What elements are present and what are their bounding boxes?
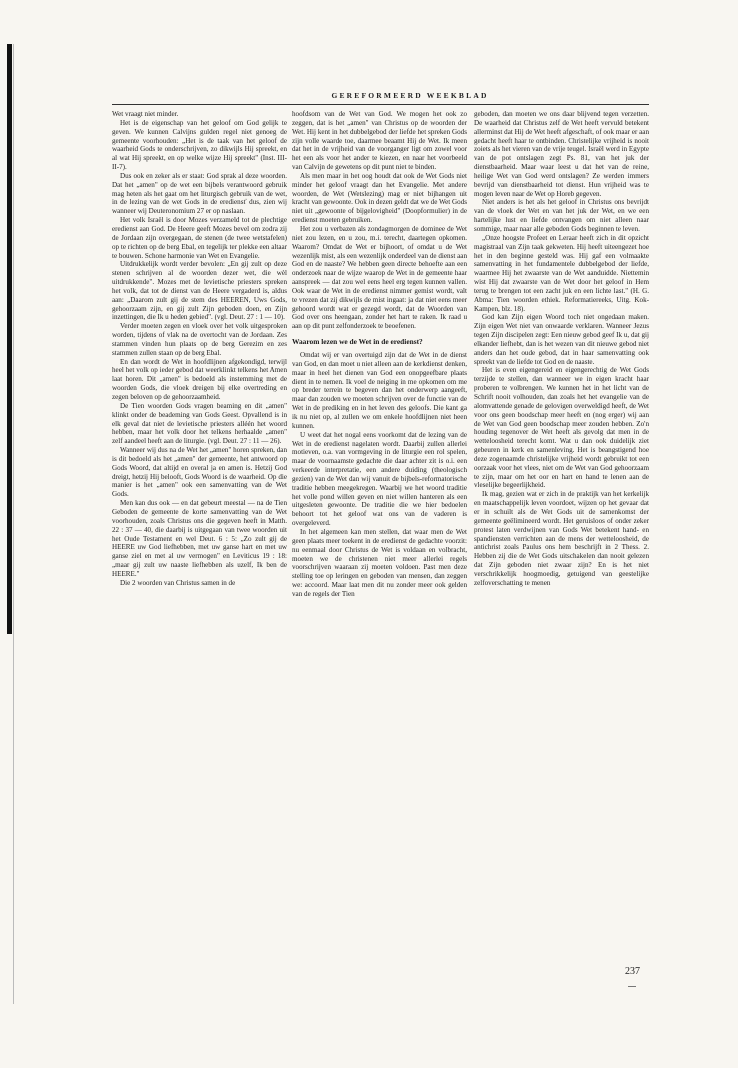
section-heading: Waarom lezen we de Wet in de eredienst? [292, 337, 423, 347]
running-head: GEREFORMEERD WEEKBLAD [331, 91, 489, 100]
page-number: 237 [625, 966, 640, 977]
paragraph: God kan Zijn eigen Woord toch niet ongedaan maken. Zijn eigen Wet niet van onwaarde verklaren. Wanneer Jezus tegen Zijn discipelen zegt: Een nieuw gebod geef Ik u, dat gij elkander liefhebt, dan is het wezen van dit nieuwe gebod niet anders dan het oude gebod, dat in haar samenvatting ook spreekt van de liefde tot God en de naaste. [474, 313, 649, 366]
column-2 [292, 110, 467, 955]
paragraph: Men kan dus ook — en dat gebeurt meestal — na de Tien Geboden de gemeente de korte samenvatting van de Wet voorhouden, zoals Christus ons die gegeven heeft in Matth. 22 : 37 — 40, die daarbij is uitgegaan van twee woorden uit het Oude Testament en wel Deut. 6 : 5: „Zo zult gij de HEERE uw God liefhebben, met uw ganse hart en met uw ganse ziel en met al uw vermogen" en Leviticus 19 : 18: „maar gij zult uw naaste liefhebben als uzelf, Ik ben de HEERE." [112, 499, 287, 578]
paragraph: U weet dat het nogal eens voorkomt dat de lezing van de Wet in de eredienst nagelaten wordt. Daarbij zullen allerlei motieven, o.a. van vormgeving in de liturgie een rol spelen, maar de voornaamste gedachte die daar achter zit is o.i. een verkeerde interpretatie, een andere duiding (theologisch gezien) van de Wet dan wij vanuit de bijbels-reformatorische traditie hebben meegekregen. Waarbij we het woord traditie het volle pond willen geven en niet willen hanteren als een uitgesleten gewoonte. De traditie die we hier bedoelen behoort tot het geloof wat ons van de vaderen is overgeleverd. [292, 430, 467, 528]
footer-dash [628, 986, 636, 987]
paragraph: Wanneer wij dus na de Wet het „amen" horen spreken, dan is dit bedoeld als het „amen" der gemeente, het antwoord op Gods Woord, dat altijd en overal ja en amen is. Hetzij God dreigt, hetzij Hij belooft, Gods Woord is de waarheid. Op die manier is het „amen" ook een samenvatting van de Wet Gods. [112, 446, 287, 499]
paragraph: Dus ook en zeker als er staat: God sprak al deze woorden. Dat het „amen" op de wet een bijbels verantwoord gebruik mag heten als het gaat om het liturgisch gebruik van de wet, in de lezing van de wet Gods in de erediensť dus, zien wij wanneer wij Deuteronomium 27 er op naslaan. [112, 171, 287, 216]
header-rule [112, 104, 649, 105]
paragraph: Als men maar in het oog houdt dat ook de Wet Gods niet minder het geloof vraagt dan het Evangelie. Met andere woorden, de Wet (Wetslezing) mag er niet bijhangen uit kracht van gewoonte. Ook in dezen geldt dat we de Wet Gods niet uit „gewoonte of bijgelovigheid" (Doopformulier) in de eredienst moeten gebruiken. [292, 171, 467, 225]
scan-edge-bar [7, 44, 12, 634]
paragraph: Uitdrukkelijk wordt verder bevolen: „En gij zult op deze stenen schrijven al de woorden dezer wet, die wèl uitdrukkende". Mozes met de levietische priesters spreken het volk, dat tot de dienst van de Heere vergaderd is, aldus aan: „Daarom zult gij de stem des HEEREN, Uws Gods, gehoorzaam zijn, en gij zult Zijn geboden doen, en Zijn inzettingen, die Ik u heden gebied". (vgl. Deut. 27 : 1 — 10). [112, 260, 287, 322]
paragraph: Het zou u verbazen als zondagmorgen de dominee de Wet niet zou lezen, en u zou, m.i. terecht, daartegen opkomen. Waarom? Omdat de Wet er bijhoort, of omdat u de Wet wezenlijk mist, als een wezenlijk onderdeel van de dienst aan God en de naaste? We hebben geen directe behoefte aan een onderzoek naar de wijze waarop de Wet in de gemeente haar aanspreek — dat zou wel eens heel erg tegen kunnen vallen. Ook waar de Wet in de eredienst nimmer gemist wordt, valt te vrezen dat zij dikwijls de mist ingaat: ja dat niet eens meer gehoord wordt wat er gezegd wordt, dat de Woorden van God over ons heengaan, zonder het hart te raken. Ik raad u aan op dit punt zelfonderzoek te beoefenen. [292, 224, 467, 331]
paragraph: hoofdsom van de Wet van God. We mogen het ook zo zeggen, dat is het „amen" van Christus op de woorden der Wet. Hij kent in het dubbelgebod der liefde het spreken Gods zijn volle waarde toe, daarmee beaamt Hij de Wet. Ik meen dat het in de vrijheid van de voorganger ligt om zowel voor het een als voor het ander te kiezen, en naar het voorbeeld van Calvijn de gewetens op dit punt niet te binden. [292, 110, 467, 172]
paragraph: Niet anders is het als het geloof in Christus ons bevrijdt van de vloek der Wet en van het juk der Wet, en we een hartelijke lust en liefde ontvangen om niet alleen naar sommige, maar naar alle geboden Gods beginnen te leven. [474, 198, 649, 233]
paragraph: Omdat wij er van overtuigd zijn dat de Wet in de dienst van God, en dan moet u niet alleen aan de kerkdienst denken, maar in heel het dienen van God een onopgeefbare plaats dient in te nemen. Ik voel de neiging in me opkomen om me op breder terrein te begeven dan het onderwerp aangeeft, maar dan zouden we moeten schrijven over de functie van de Wet in de prediking en in het leven des geloofs. Die kant ga ik nu niet op, al zullen we om enkele hoofdlijnen niet heen kunnen. [292, 351, 467, 430]
paragraph: Ik mag, gezien wat er zich in de praktijk van het kerkelijk en maatschappelijk leven voordoet, wijzen op het gevaar dat er in schuilt als de Wet Gods uit de samenkomst der gemeente geëlimineerd wordt. Het geruisloos of onder zeker protest laten verdwijnen van Gods Wet betekent hand- en spandiensten verrichten aan de mens der wetteloosheid, de antichrist zoals Paulus ons hem beschrijft in 2 Thess. 2. Hebben zij die de Wet Gods uitschakelen dan nooit gelezen dat Zijn geboden niet zwaar zijn? En is het niet verschrikkelijk hoogmoedig, getuigend van geestelijke zelfoverschatting te menen [474, 490, 649, 587]
paragraph: En dan wordt de Wet in hoofdlijnen afgekondigd, terwijl heel het volk op ieder gebod dat weerklinkt telkens het Amen laat horen. Dit „amen" is bedoeld als instemming met de woorden Gods, die vloek dreigen bij elke overtreding en zegen beloven op de gehoorzaamheid. [112, 357, 287, 401]
paragraph: De Tien woorden Gods vragen beaming en dit „amen" klinkt onder de beademing van Gods Geest. Opvallend is in elk geval dat niet de levietische priesters alléén het woord hebben, maar het volk door het telkens herhaalde „amen" zelf aandeel heeft aan de liturgie. (vgl. Deut. 27 : 11 — 26). [112, 401, 287, 446]
paragraph: Die 2 woorden van Christus samen in de [120, 578, 236, 587]
column-3 [474, 110, 649, 930]
paragraph: Wet vraagt niet minder. [112, 110, 179, 118]
paragraph: Verder moeten zegen en vloek over het volk uitgesproken worden, tijdens of vlak na de overtocht van de Jordaan. Zes stammen vinden hun plaats op de berg Gerezim en zes stammen zullen staan op de berg Ebal. [112, 322, 287, 357]
scan-edge-line [13, 44, 14, 1004]
paragraph: Het volk Israël is door Mozes verzameld tot de plechtige eredienst aan God. De Heere geeft Mozes bevel om zodra zij de Jordaan zijn overgegaan, de stenen (de twee wetstafelen) op te richten op de berg Ebal, en tegelijk ter plekke een altaar te bouwen. Schone harmonie van Wet en Evangelie. [112, 216, 287, 260]
column-1 [112, 110, 287, 965]
paragraph: In het algemeen kan men stellen, dat waar men de Wet geen plaats meer toekent in de eredienst de gedachte voorzit: nu eenmaal door Christus de Wet is voldaan en volbracht, moeten we de christenen niet meer allerlei regels voorschrijven waaraan zij moeten voldoen. Past men deze stelling toe op leringen en geboden van mensen, dan zeggen we: accoord. Maar laat men dit nu zonder meer ook gelden van de regels der Tien [292, 527, 467, 598]
paragraph: geboden, dan moeten we ons daar blijvend tegen verzetten. De waarheid dat Christus zelf de Wet heeft vervuld betekent allerminst dat Hij de Wet heeft afgeschaft, of ook maar er aan gedacht heeft haar te ontbinden. Christelijke vrijheid is nooit zoiets als het vieren van de vrije teugel. Israël werd in Egypte van de pot ontslagen zegt Ps. 81, van het juk der dienstbaarheid. Maar waar leest u dat het van de reine, heilige Wet van God werd ontslagen? Ze werden immers bevrijd van dienstbaarheid tot dienst. Hun vrijheid was te mogen leven naar de Wet op Horeb gegeven. [474, 110, 649, 198]
paragraph: Het is even eigengereid en eigengerechtig de Wet Gods terzijde te stellen, dan wanneer we in eigen kracht haar proberen te volbrengen. We kunnen het in het licht van de Schrift nooit volhouden, dan zoals het het evangelie van de alomvattende genade de gelovigen overweldigd heeft, de Wet voor ons geen boodschap meer heeft en (nog erger) wij aan de Wet van God geen boodschap meer zouden hebben. Zo'n houding tegenover de Wet heeft als gevolg dat men in de wetteloosheid terecht komt. Wat u dan ook duidelijk ziet gebeuren in kerk en samenleving. Het is beangstigend hoe deze zogenaamde christelijke vrijheid wordt gebruikt tot een oorzaak voor het vlees, niet om de Wet van God gehoorzaam te zijn, maar om het oor en hart en hand te lenen aan de vleselijke begeerlijkheid. [474, 366, 649, 490]
paragraph: „Onze hoogste Profeet en Leraar heeft zich in dit opzicht magistraal van Zijn taak gekweten. Hij heeft uiteengezet hoe het in den beginne gesteld was. Hij gaf een volmaakte samenvatting in het fundamentele dubbelgebod der liefde, waarmee Hij het zwaarste van de Wet aanduidde. Niettemin wist Hij dat zwaarste van de Wet door het geloof in Hem terug te brengen tot een zacht juk en een lichte last." (H. G. Abma: Tien woorden ethiek. Reformatiereeks, Uitg. Kok-Kampen, blz. 18). [474, 233, 649, 313]
paragraph: Het is de eigenschap van het geloof om God gelijk te geven. We kunnen Calvijns gulden regel niet genoeg de gemeente voorhouden: „Het is de taak van het geloof de waarheid Gods te onderschrijven, zo dikwijls Hij spreekt, en al wat Hij spreekt, en op welke wijze Hij spreekt" (Inst. III-II-7). [112, 118, 287, 172]
